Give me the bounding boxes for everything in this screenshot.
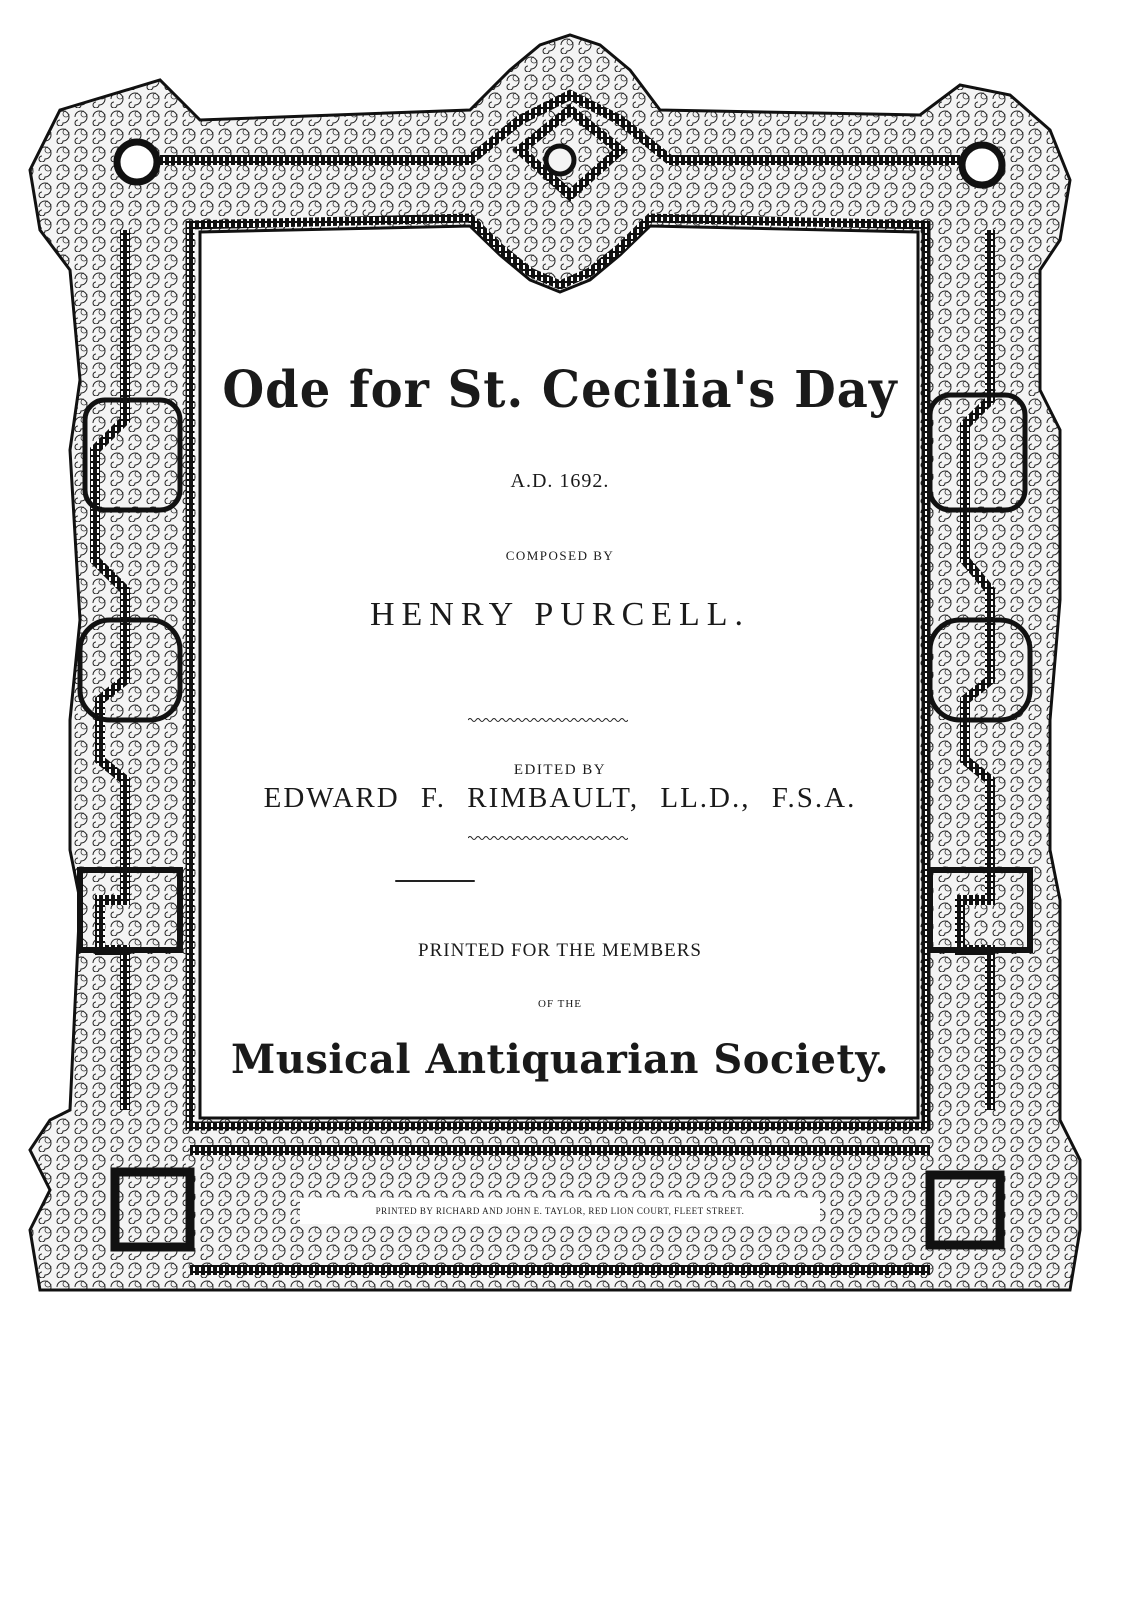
work-title: Ode for St. Cecilia's Day: [222, 360, 898, 420]
ink-speck: [395, 880, 475, 882]
edited-by-label: EDITED BY: [513, 762, 607, 778]
wavy-rule-top: [468, 716, 628, 724]
printer-imprint: PRINTED BY RICHARD AND JOHN E. TAYLOR, RED LION COURT, FLEET STREET.: [300, 1198, 820, 1224]
composed-by-label: COMPOSED BY: [505, 548, 615, 563]
editor-name: EDWARD F. RIMBAULT, LL.D., F.S.A.: [263, 782, 857, 814]
of-the-line: OF THE: [538, 998, 582, 1010]
printed-for-line: PRINTED FOR THE MEMBERS: [418, 940, 702, 961]
composition-date: A.D. 1692.: [510, 470, 610, 492]
society-name: Musical Antiquarian Society.: [230, 1036, 890, 1083]
wavy-rule-bottom: [468, 834, 628, 842]
composer-name: HENRY PURCELL.: [369, 596, 751, 633]
